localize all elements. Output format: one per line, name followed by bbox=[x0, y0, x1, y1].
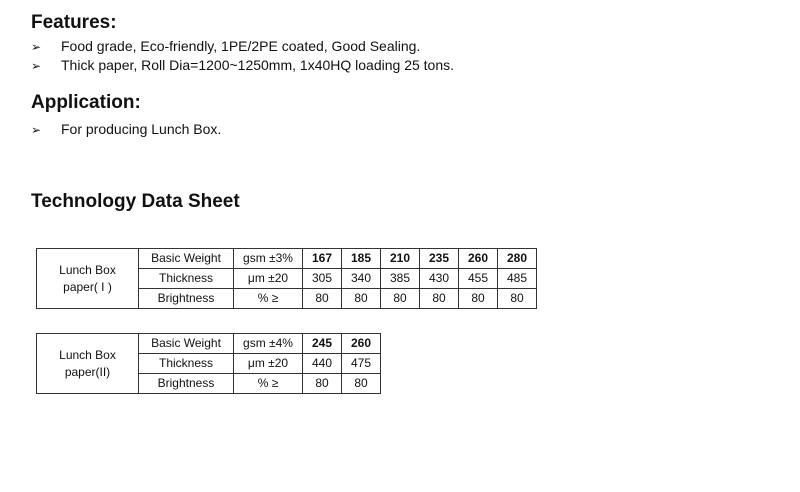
value-cell: 280 bbox=[498, 249, 537, 269]
arrowhead-bullet-icon: ➢ bbox=[31, 123, 42, 137]
unit-cell: gsm ±3% bbox=[234, 249, 303, 269]
spec-table-lunch-box-1 bbox=[36, 248, 537, 309]
application-item bbox=[31, 120, 221, 139]
value-cell: 440 bbox=[303, 354, 342, 374]
table-row bbox=[37, 334, 381, 354]
param-cell: Thickness bbox=[139, 354, 234, 374]
value-cell: 385 bbox=[381, 269, 420, 289]
unit-cell: % ≥ bbox=[234, 374, 303, 394]
value-cell: 80 bbox=[420, 289, 459, 309]
value-cell: 185 bbox=[342, 249, 381, 269]
param-cell: Brightness bbox=[139, 289, 234, 309]
application-heading: Application: bbox=[31, 92, 141, 113]
application-item-text: For producing Lunch Box. bbox=[61, 121, 222, 137]
arrowhead-bullet-icon: ➢ bbox=[31, 40, 42, 54]
value-cell: 80 bbox=[459, 289, 498, 309]
value-cell: 80 bbox=[342, 289, 381, 309]
value-cell: 80 bbox=[303, 289, 342, 309]
value-cell: 80 bbox=[303, 374, 342, 394]
value-cell: 340 bbox=[342, 269, 381, 289]
value-cell: 80 bbox=[381, 289, 420, 309]
spec-table-lunch-box-2 bbox=[36, 333, 381, 394]
param-cell: Thickness bbox=[139, 269, 234, 289]
data-sheet-title: Technology Data Sheet bbox=[31, 191, 240, 212]
features-item-text: Food grade, Eco-friendly, 1PE/2PE coated, Good Sealing. bbox=[61, 38, 421, 54]
table-row bbox=[37, 249, 537, 269]
unit-cell: μm ±20 bbox=[234, 354, 303, 374]
features-item bbox=[31, 37, 420, 56]
arrowhead-bullet-icon: ➢ bbox=[31, 59, 42, 73]
unit-cell: % ≥ bbox=[234, 289, 303, 309]
product-name-line: Lunch Box bbox=[59, 347, 116, 362]
unit-cell: μm ±20 bbox=[234, 269, 303, 289]
value-cell: 260 bbox=[459, 249, 498, 269]
features-heading: Features: bbox=[31, 12, 117, 33]
value-cell: 475 bbox=[342, 354, 381, 374]
value-cell: 80 bbox=[498, 289, 537, 309]
value-cell: 430 bbox=[420, 269, 459, 289]
features-item-text: Thick paper, Roll Dia=1200~1250mm, 1x40HQ loading 25 tons. bbox=[61, 57, 455, 73]
product-name-line: paper(II) bbox=[64, 364, 111, 379]
unit-cell: gsm ±4% bbox=[234, 334, 303, 354]
product-name-line: Lunch Box bbox=[59, 262, 116, 277]
param-cell: Basic Weight bbox=[139, 334, 234, 354]
product-name-cell bbox=[37, 334, 139, 394]
value-cell: 485 bbox=[498, 269, 537, 289]
value-cell: 235 bbox=[420, 249, 459, 269]
value-cell: 210 bbox=[381, 249, 420, 269]
param-cell: Basic Weight bbox=[139, 249, 234, 269]
value-cell: 167 bbox=[303, 249, 342, 269]
value-cell: 305 bbox=[303, 269, 342, 289]
param-cell: Brightness bbox=[139, 374, 234, 394]
value-cell: 455 bbox=[459, 269, 498, 289]
product-name-cell bbox=[37, 249, 139, 309]
value-cell: 260 bbox=[342, 334, 381, 354]
features-item bbox=[31, 56, 454, 75]
value-cell: 80 bbox=[342, 374, 381, 394]
product-name-line: paper( I ) bbox=[63, 279, 112, 294]
value-cell: 245 bbox=[303, 334, 342, 354]
